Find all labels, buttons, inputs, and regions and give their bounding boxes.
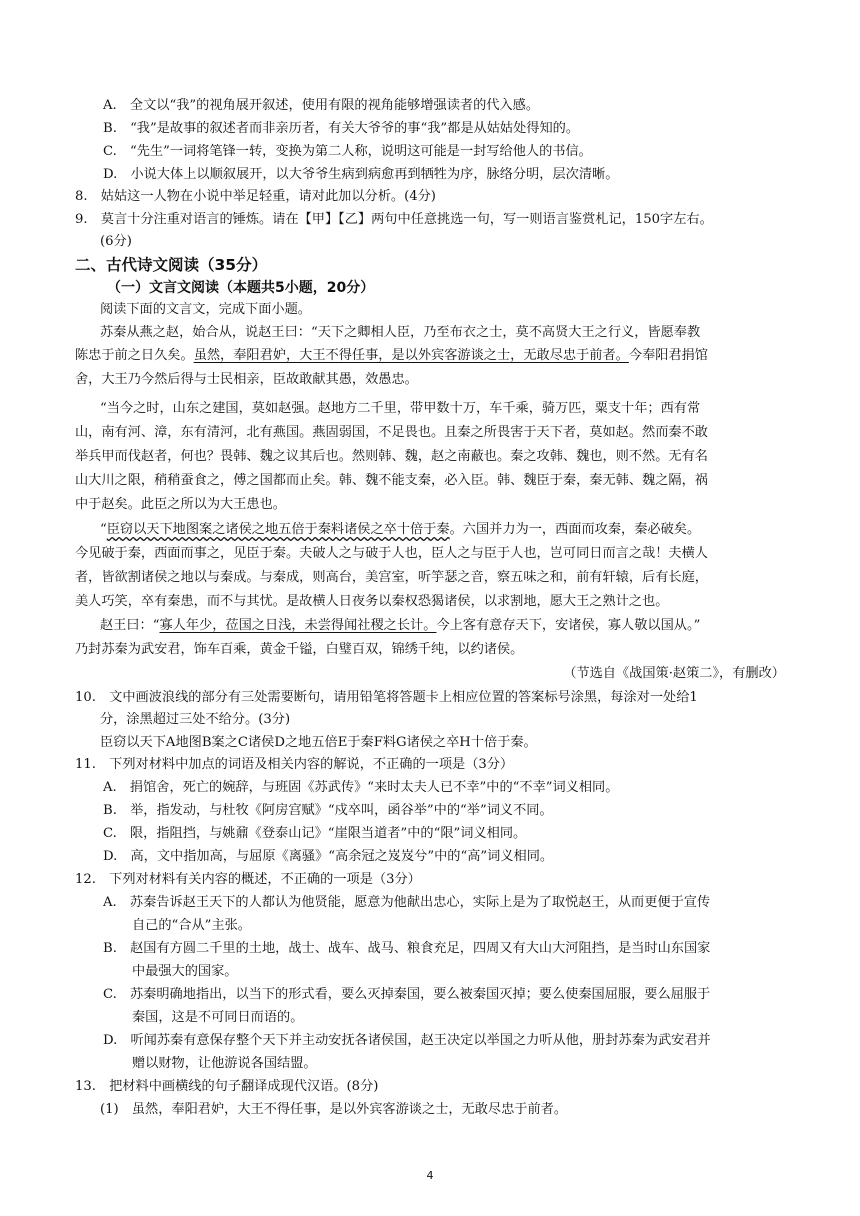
passage-p2-line5: 中于赵矣。此臣之所以为大王患也。 xyxy=(75,497,286,512)
question-9-line1: 9. 莫言十分注重对语言的锤炼。请在【甲】【乙】两句中任意挑选一句，写一则语言鉴赏札记，150字左右。 xyxy=(75,212,713,227)
page-number: 4 xyxy=(426,1169,434,1182)
q11-option-a: A. 捐馆舍，死亡的婉辞，与班固《苏武传》“来时太夫人已不幸”中的“不幸”词义相同。 xyxy=(103,780,619,795)
q12-option-d-line2: 赠以财物，让他游说各国结盟。 xyxy=(132,1056,317,1071)
question-10-line1: 10. 文中画波浪线的部分有三处需要断句，请用铅笔将答题卡上相应位置的答案标号涂黑，每涂对一处给1 xyxy=(75,690,698,705)
passage-source: （节选自《战国策·赵策二》，有删改） xyxy=(563,666,785,681)
passage-p2-line2: 山，南有河、漳，东有清河，北有燕国。燕固弱国，不足畏也。且秦之所畏害于天下者，莫如赵。然而秦不敢 xyxy=(75,425,708,440)
instruction: 阅读下面的文言文，完成下面小题。 xyxy=(100,302,311,317)
passage-p2-line4: 山大川之限，稍稍蚕食之，傅之国都而止矣。韩、魏不能支秦，必入臣。韩、魏臣于秦，秦无韩、魏之隔，祸 xyxy=(75,473,708,488)
q11-option-c: C. 限，指阻挡，与姚鼐《登泰山记》“崖限当道者”中的“限”词义相同。 xyxy=(103,826,527,841)
question-9-line2: (6分) xyxy=(100,234,132,249)
q12-option-a-line1: A. 苏秦告诉赵王天下的人都认为他贤能，愿意为他献出忠心，实际上是为了取悦赵王，从而更便于宣传 xyxy=(103,895,711,910)
q7-option-c: C. “先生”一词将笔锋一转，变换为第二人称，说明这可能是一封写给他人的书信。 xyxy=(103,144,592,159)
q12-option-d-line1: D. 听闻苏秦有意保存整个天下并主动安抚各诸侯国，赵王决定以举国之力听从他，册封苏秦为武安君并 xyxy=(103,1033,711,1048)
question-12: 12. 下列对材料有关内容的概述，不正确的一项是（3分） xyxy=(75,872,421,887)
passage-p1-line1: 苏秦从燕之赵，始合从，说赵王曰：“天下之卿相人臣，乃至布衣之士，莫不高贤大王之行义，皆愿奉教 xyxy=(100,325,701,340)
passage-p2-line1: “当今之时，山东之建国，莫如赵强。赵地方二千里，带甲数十万，车千乘，骑万匹，粟支十年；西有常 xyxy=(100,401,701,416)
q11-option-d: D. 高，文中指加高，与屈原《离骚》“高余冠之岌岌兮”中的“高”词义相同。 xyxy=(103,849,554,864)
q7-option-b: B. “我”是故事的叙述者而非亲历者，有关大爷爷的事“我”都是从姑姑处得知的。 xyxy=(103,121,580,136)
p1-text-c: 今奉阳君捐馆 xyxy=(628,348,708,363)
underlined-sentence-1: 虽然，奉阳君妒，大王不得任事，是以外宾客游谈之士，无敢尽忠于前者。 xyxy=(193,348,629,363)
q12-option-b-line2: 中最强大的国家。 xyxy=(132,964,238,979)
passage-p4-line1 xyxy=(100,615,785,637)
passage-p4-line2: 乃封苏秦为武安君，饰车百乘，黄金千镒，白璧百双，锦绣千纯，以约诸侯。 xyxy=(75,642,524,657)
section-title: 二、古代诗文阅读（35分） xyxy=(75,256,268,274)
q12-option-b-line1: B. 赵国有方圆二千里的土地，战士、战车、战马、粮食充足，四周又有大山大河阻挡，是当时山东国家 xyxy=(103,941,711,956)
question-10-line3: 臣窃以天下A地图B案之C诸侯D之地五倍E于秦F料G诸侯之卒H十倍于秦。 xyxy=(100,735,537,750)
passage-p3-line3: 者，皆欲割诸侯之地以与秦成。与秦成，则高台，美宫室，听竽瑟之音，察五味之和，前有轩辕，后有长庭， xyxy=(75,570,708,585)
p3-quote-mark: “ xyxy=(100,522,107,537)
q11-option-b: B. 举，指发动，与杜牧《阿房宫赋》“戍卒叫，函谷举”中的“举”词义不同。 xyxy=(103,803,553,818)
subsection-title: （一）文言文阅读（本题共5小题，20分） xyxy=(107,280,375,296)
wavy-sentence: 臣窃以天下地图案之诸侯之地五倍于秦料诸侯之卒十倍于秦 xyxy=(106,522,450,537)
passage-p2-line3: 举兵甲而伐赵者，何也？畏韩、魏之议其后也。然则韩、魏，赵之南蔽也。秦之攻韩、魏也，则不然。无有名 xyxy=(75,449,708,464)
p1-text-a: 陈忠于前之日久矣。 xyxy=(75,348,194,363)
passage-p1-line2 xyxy=(75,345,785,367)
question-10-line2: 分，涂黑超过三处不给分。(3分) xyxy=(100,712,291,727)
question-13-part1: (1) 虽然，奉阳君妒，大王不得任事，是以外宾客游谈之士，无敢尽忠于前者。 xyxy=(100,1102,568,1117)
q7-option-d: D. 小说大体上以顺叙展开，以大爷爷生病到病愈再到牺牲为序，脉络分明，层次清晰。 xyxy=(103,167,619,182)
p4-text-c: 今上客有意存天下，安诸侯，寡人敬以国从。” xyxy=(436,618,701,633)
underlined-sentence-2: 寡人年少，莅国之日浅，未尝得闻社稷之长计。 xyxy=(159,618,437,633)
q12-option-a-line2: 自己的“合从”主张。 xyxy=(132,918,251,933)
q12-option-c-line1: C. 苏秦明确地指出，以当下的形式看，要么灭掉秦国，要么被秦国灭掉；要么使秦国屈服，要么屈服于 xyxy=(103,987,711,1002)
q7-option-a: A. 全文以“我”的视角展开叙述，使用有限的视角能够增强读者的代入感。 xyxy=(103,98,540,113)
question-13: 13. 把材料中画横线的句子翻译成现代汉语。(8分) xyxy=(75,1079,379,1094)
passage-p3-line2: 今见破于秦，西面而事之，见臣于秦。夫破人之与破于人也，臣人之与臣于人也，岂可同日而言之哉！夫横人 xyxy=(75,546,708,561)
question-8: 8. 姑姑这一人物在小说中举足轻重，请对此加以分析。(4分) xyxy=(75,189,436,204)
p4-text-a: 赵王曰：“ xyxy=(100,618,160,633)
q12-option-c-line2: 秦国，这是不可同日而语的。 xyxy=(132,1010,304,1025)
passage-p3-line4: 美人巧笑，卒有秦患，而不与其忧。是故横人日夜务以秦权恐猲诸侯，以求割地，愿大王之熟计之也。 xyxy=(75,594,669,609)
passage-p1-line3: 舍，大王乃今然后得与士民相亲，臣故敢献其愚，效愚忠。 xyxy=(75,372,418,387)
passage-p3-line1 xyxy=(100,519,785,541)
p3-text-c: 。六国并力为一，西面而攻秦，秦必破矣。 xyxy=(449,522,701,537)
question-11: 11. 下列对材料中加点的词语及相关内容的解说，不正确的一项是（3分） xyxy=(75,757,514,772)
